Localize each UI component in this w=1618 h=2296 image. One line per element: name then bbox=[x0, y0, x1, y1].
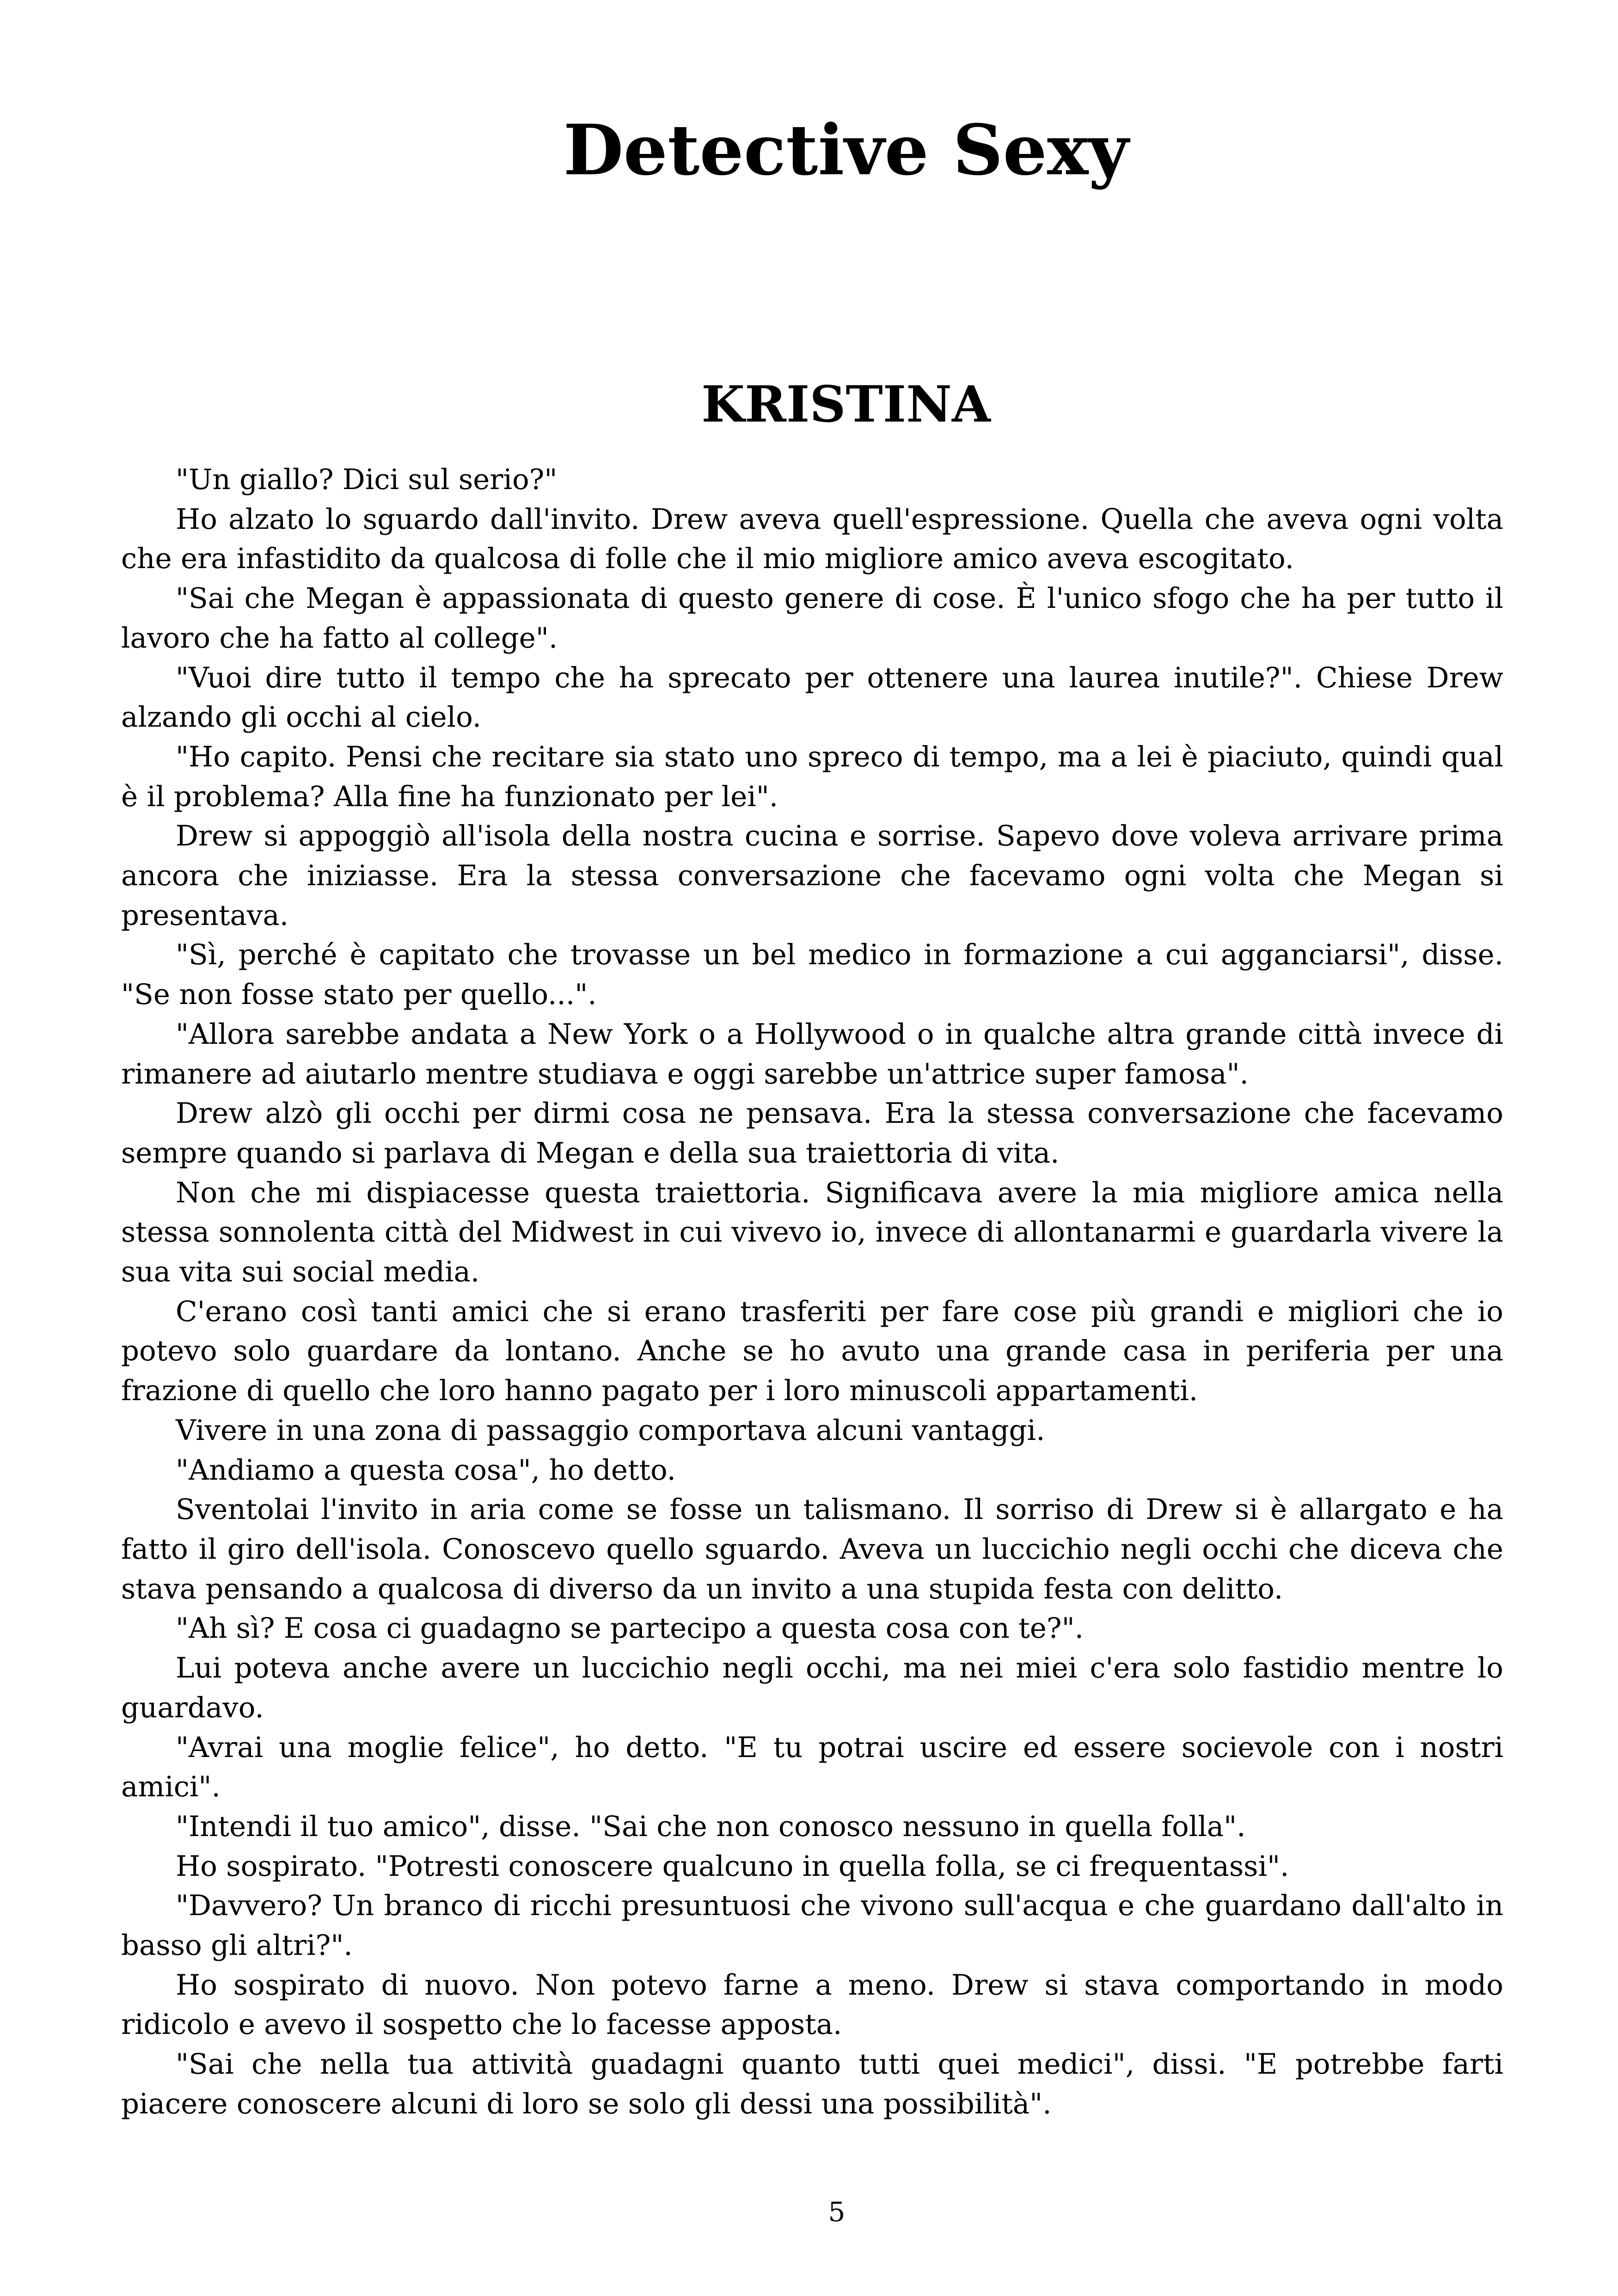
chapter-title: KRISTINA bbox=[701, 375, 991, 434]
paragraph: Lui poteva anche avere un luccichio negli occhi, ma nei miei c'era solo fastidio mentre lo guardavo. bbox=[121, 1652, 1503, 1724]
paragraph: "Sai che Megan è appassionata di questo genere di cose. È l'unico sfogo che ha per tutto il lavoro che ha fatto al college". bbox=[121, 582, 1503, 655]
paragraph: "Ah sì? E cosa ci guadagno se partecipo a questa cosa con te?". bbox=[176, 1612, 1084, 1645]
paragraph: "Davvero? Un branco di ricchi presuntuosi che vivono sull'acqua e che guardano dall'alto in basso gli altri?". bbox=[121, 1889, 1503, 1962]
chapter-body bbox=[121, 460, 1503, 2124]
book-title: Detective Sexy bbox=[563, 110, 1129, 191]
paragraph: "Vuoi dire tutto il tempo che ha sprecato per ottenere una laurea inutile?". Chiese Drew alzando gli occhi al cielo. bbox=[121, 661, 1503, 734]
paragraph: "Un giallo? Dici sul serio?" bbox=[176, 463, 558, 496]
paragraph: Drew alzò gli occhi per dirmi cosa ne pensava. Era la stessa conversazione che facevamo sempre quando si parlava di Megan e della sua traiettoria di vita. bbox=[121, 1097, 1503, 1169]
paragraph: Ho alzato lo sguardo dall'invito. Drew aveva quell'espressione. Quella che aveva ogni volta che era infastidito da qualcosa di folle che il mio migliore amico aveva escogitato. bbox=[121, 502, 1503, 576]
paragraph: Non che mi dispiacesse questa traiettoria. Significava avere la mia migliore amica nella stessa sonnolenta città del Midwest in cui vivevo io, invece di allontanarmi e guardarla vivere la sua vita sui social media. bbox=[121, 1176, 1503, 1289]
paragraph: Vivere in una zona di passaggio comportava alcuni vantaggi. bbox=[176, 1414, 1045, 1447]
page-number: 5 bbox=[828, 2196, 846, 2228]
paragraph: "Allora sarebbe andata a New York o a Hollywood o in qualche altra grande città invece di rimanere ad aiutarlo mentre studiava e oggi sarebbe un'attrice super famosa". bbox=[121, 1017, 1503, 1090]
paragraph: "Sai che nella tua attività guadagni quanto tutti quei medici", dissi. "E potrebbe farti piacere conoscere alcuni di loro se solo gli dessi una possibilità". bbox=[121, 2048, 1503, 2120]
paragraph: Ho sospirato. "Potresti conoscere qualcuno in quella folla, se ci frequentassi". bbox=[176, 1849, 1289, 1883]
paragraph: C'erano così tanti amici che si erano trasferiti per fare cose più grandi e migliori che io potevo solo guardare da lontano. Anche se ho avuto una grande casa in periferia per una frazione di quello che loro hanno pagato per i loro minuscoli appartamenti. bbox=[121, 1295, 1503, 1408]
paragraph: Ho sospirato di nuovo. Non potevo farne a meno. Drew si stava comportando in modo ridicolo e avevo il sospetto che lo facesse apposta. bbox=[121, 1968, 1503, 2041]
paragraph: "Intendi il tuo amico", disse. "Sai che non conosco nessuno in quella folla". bbox=[176, 1810, 1246, 1843]
paragraph: "Andiamo a questa cosa", ho detto. bbox=[176, 1453, 676, 1487]
paragraph: "Sì, perché è capitato che trovasse un bel medico in formazione a cui agganciarsi", disse. "Se non fosse stato per quello...". bbox=[121, 938, 1503, 1011]
paragraph: Drew si appoggiò all'isola della nostra cucina e sorrise. Sapevo dove voleva arrivare prima ancora che iniziasse. Era la stessa conversazione che facevamo ogni volta che Megan si presentava. bbox=[121, 820, 1503, 932]
paragraph: "Ho capito. Pensi che recitare sia stato uno spreco di tempo, ma a lei è piaciuto, quindi qual è il problema? Alla fine ha funzionato per lei". bbox=[121, 740, 1503, 813]
paragraph: "Avrai una moglie felice", ho detto. "E tu potrai uscire ed essere socievole con i nostri amici". bbox=[121, 1731, 1503, 1804]
paragraph: Sventolai l'invito in aria come se fosse un talismano. Il sorriso di Drew si è allargato e ha fatto il giro dell'isola. Conoscevo quello sguardo. Aveva un luccichio negli occhi che diceva che stava pensando a qualcosa di diverso da un invito a una stupida festa con delitto. bbox=[121, 1493, 1503, 1605]
